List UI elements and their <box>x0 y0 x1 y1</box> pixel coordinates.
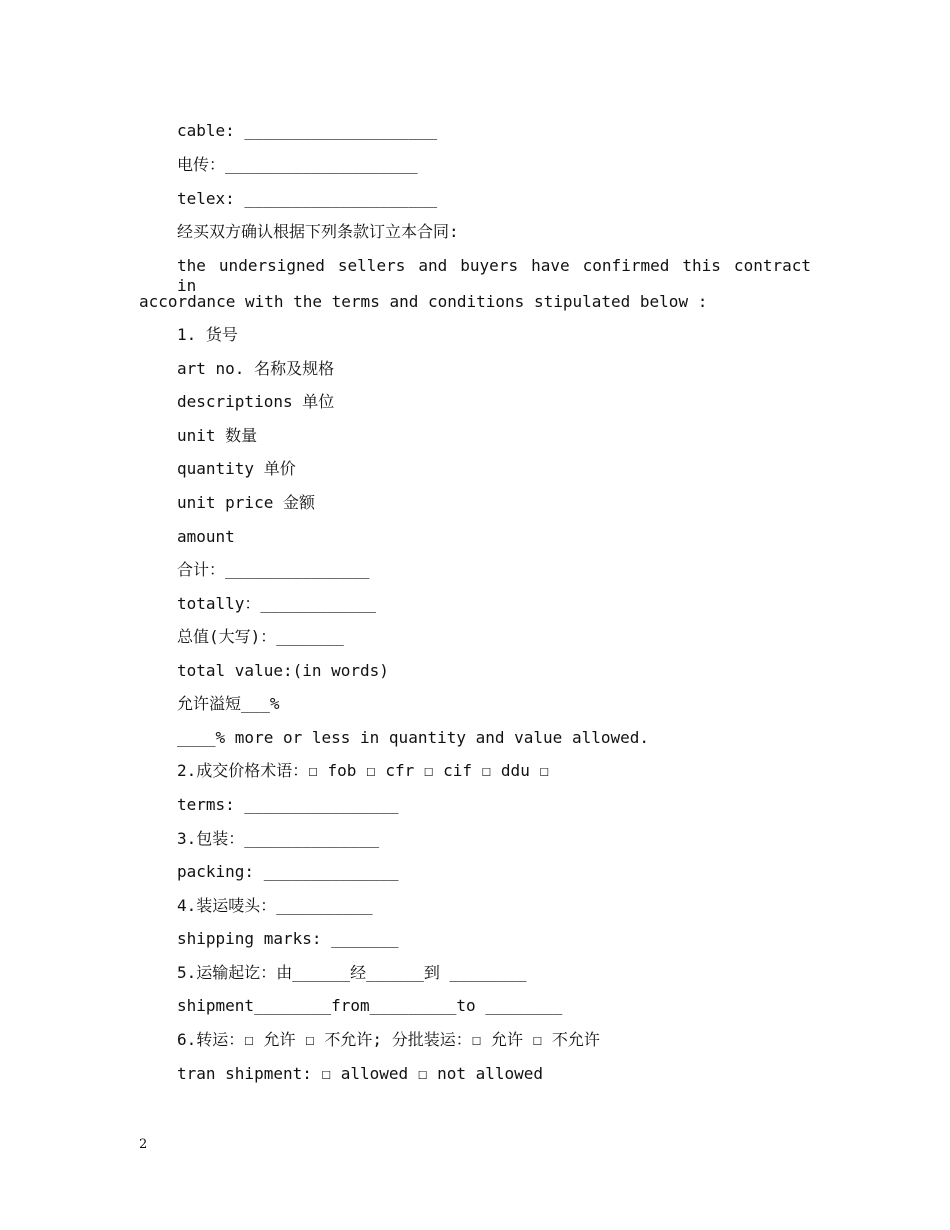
packing-line: packing: ______________ <box>177 862 399 881</box>
shipment-route-line: shipment________from_________to ________ <box>177 996 563 1015</box>
quantity-line: quantity 单价 <box>177 459 296 478</box>
total-cn-line: 合计：_______________ <box>177 560 370 579</box>
cable-line: cable: ____________________ <box>177 121 438 140</box>
intro-cn-line: 经买双方确认根据下列条款订立本合同: <box>177 222 459 241</box>
price-terms-cn-line: 2.成交价格术语：☐ fob ☐ cfr ☐ cif ☐ ddu ☐ <box>177 761 550 780</box>
shipment-route-cn-line: 5.运输起讫：由______经______到 ________ <box>177 963 527 982</box>
totally-line: totally：____________ <box>177 594 377 613</box>
unit-price-line: unit price 金额 <box>177 493 315 512</box>
descriptions-line: descriptions 单位 <box>177 392 335 411</box>
total-value-cn-line: 总值(大写)：_______ <box>177 627 344 646</box>
tolerance-line: ____% more or less in quantity and value allowed. <box>177 728 650 747</box>
telex-cn-line: 电传：____________________ <box>177 155 418 174</box>
tolerance-cn-line: 允许溢短___% <box>177 694 280 713</box>
item-1-heading: 1. 货号 <box>177 325 238 344</box>
shipping-marks-cn-line: 4.装运唛头：__________ <box>177 896 373 915</box>
telex-line: telex: ____________________ <box>177 189 438 208</box>
intro-en-line-1: the undersigned sellers and buyers have confirmed this contract in <box>177 256 811 295</box>
unit-line: unit 数量 <box>177 426 258 445</box>
amount-line: amount <box>177 527 235 546</box>
art-no-line: art no. 名称及规格 <box>177 359 335 378</box>
packing-cn-line: 3.包装：______________ <box>177 829 380 848</box>
intro-en-line-2: accordance with the terms and conditions stipulated below : <box>139 292 708 311</box>
shipping-marks-line: shipping marks: _______ <box>177 929 399 948</box>
transshipment-line: tran shipment: ☐ allowed ☐ not allowed <box>177 1064 544 1083</box>
page-number: 2 <box>139 1137 148 1152</box>
transshipment-cn-line: 6.转运：☐ 允许 ☐ 不允许; 分批装运：☐ 允许 ☐ 不允许 <box>177 1030 600 1049</box>
total-value-line: total value:(in words) <box>177 661 389 680</box>
terms-line: terms: ________________ <box>177 795 399 814</box>
